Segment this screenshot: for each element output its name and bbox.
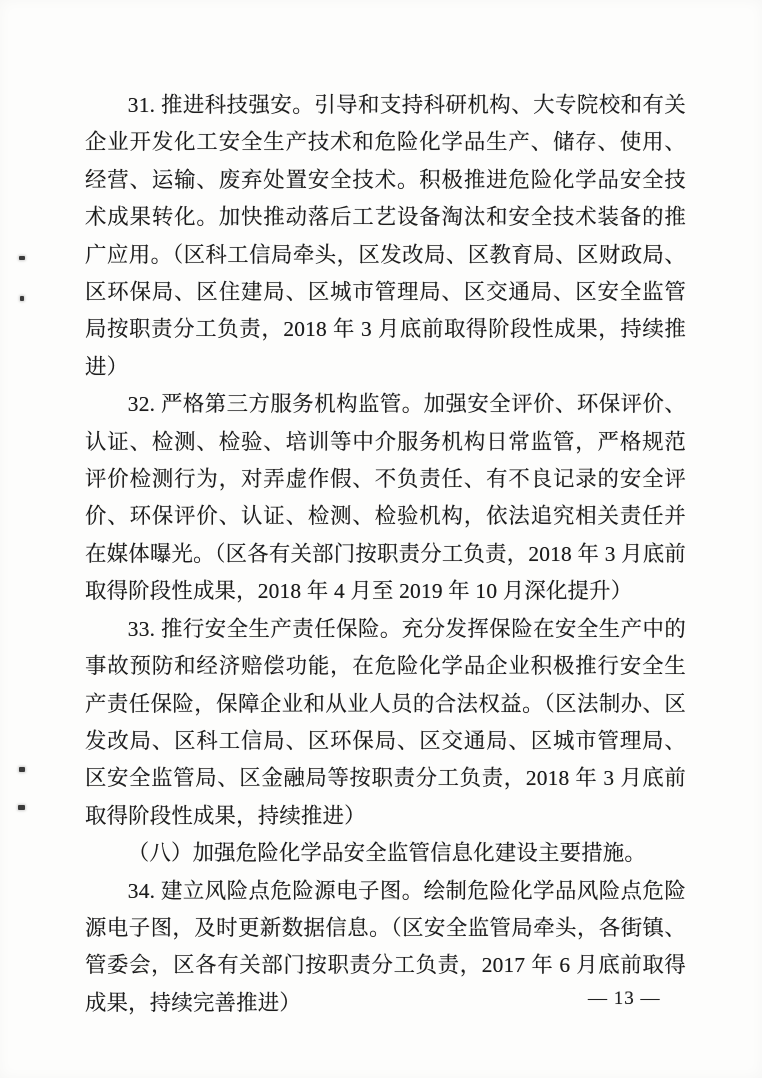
section-8-heading: （八）加强危险化学品安全监管信息化建设主要措施。 [127, 841, 646, 866]
paragraph-measure-32: 32. 严格第三方服务机构监管。加强安全评价、环保评价、认证、检测、检验、培训等中介服务机构日常监管，严格规范评价检测行为，对弄虚作假、不负责任、有不良记录的安全评价、环保评价、认证、检测、检验机构，依法追究相关责任并在媒体曝光。（区各有关部门按职责分工负责，2018 年 3 月底前取得阶段性成果，2018 年 4 月至 2019 年 10 月深化提升） [85, 392, 686, 604]
paragraph-measure-31: 31. 推进科技强安。引导和支持科研机构、大专院校和有关企业开发化工安全生产技术和危险化学品生产、储存、使用、经营、运输、废弃处置安全技术。积极推进危险化学品安全技术成果转化。加快推动落后工艺设备淘汰和安全技术装备的推广应用。（区科工信局牵头，区发改局、区教育局、区财政局、区环保局、区住建局、区城市管理局、区交通局、区安全监管局按职责分工负责，2018 年 3 月底前取得阶段性成果，持续推进） [85, 93, 686, 379]
paragraph-measure-33: 33. 推行安全生产责任保险。充分发挥保险在安全生产中的事故预防和经济赔偿功能，在危险化学品企业积极推行安全生产责任保险，保障企业和从业人员的合法权益。（区法制办、区发改局、区科工信局、区环保局、区交通局、区城市管理局、区安全监管局、区金融局等按职责分工负责，2018 年 3 月底前取得阶段性成果，持续推进） [85, 616, 686, 828]
scan-speck [18, 805, 25, 810]
scan-speck [20, 296, 24, 301]
paragraph-measure-34: 34. 建立风险点危险源电子图。绘制危险化学品风险点危险源电子图，及时更新数据信息。（区安全监管局牵头，各街镇、管委会，区各有关部门按职责分工负责，2017 年 6 月底前取得成果，持续完善推进） [85, 878, 686, 1015]
scan-speck [19, 256, 25, 260]
document-body [85, 87, 686, 1022]
page-number: — 13 — [588, 988, 661, 1009]
scan-speck [19, 767, 25, 772]
